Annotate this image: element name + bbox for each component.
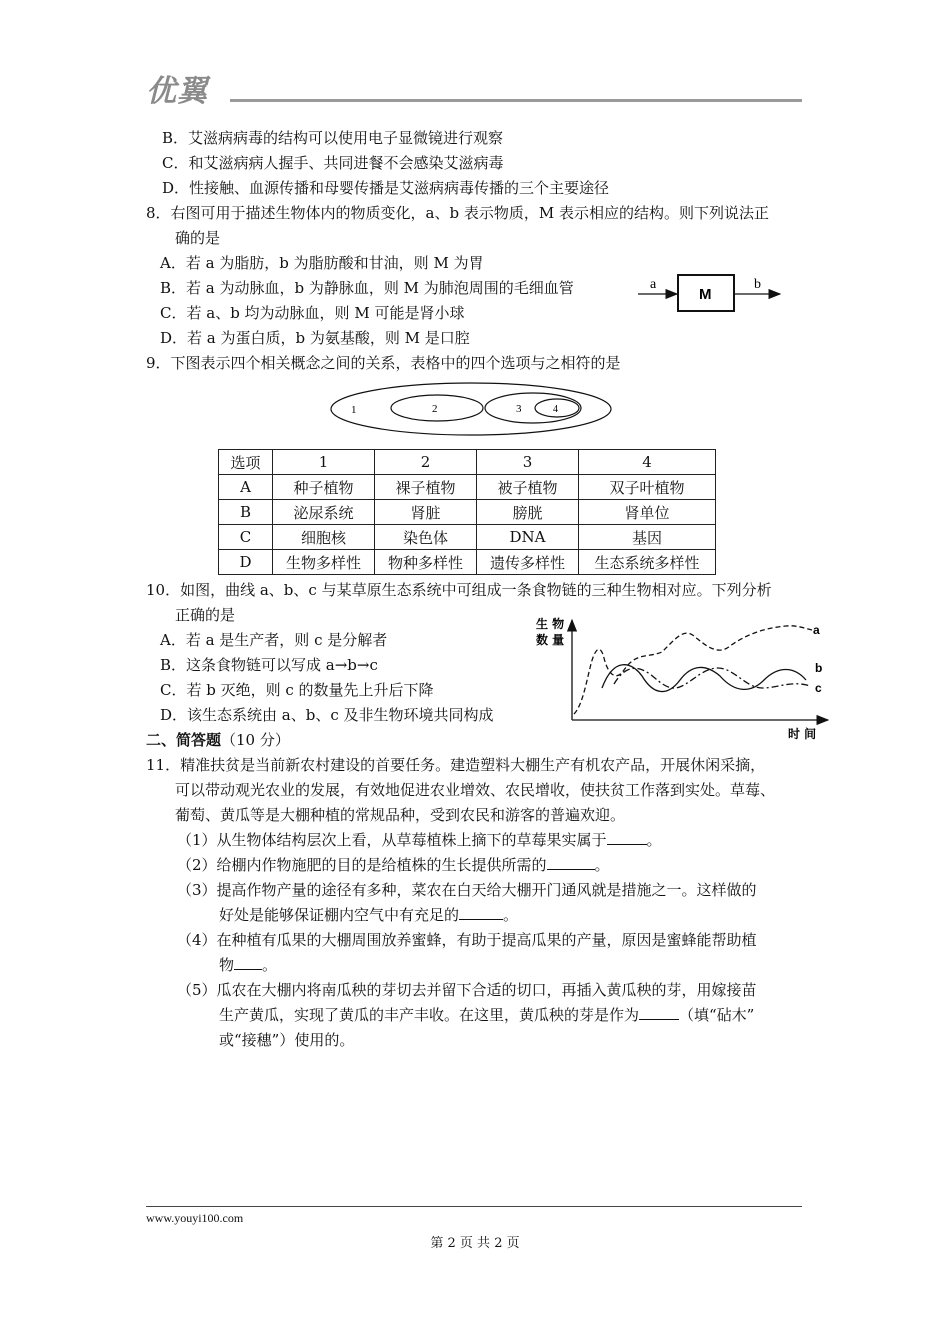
q10-stem-cont: 正确的是 [175, 606, 236, 624]
q11-part-1 [177, 830, 662, 850]
section-heading [146, 730, 290, 750]
table-cell: 裸子植物 [375, 475, 477, 500]
table-cell: 染色体 [375, 525, 477, 550]
table-cell: 种子植物 [273, 475, 375, 500]
series-b-label: b [815, 661, 823, 675]
q11-part-4-cont [219, 955, 277, 975]
table-header: 选项 [219, 450, 273, 475]
q10-option-c: C．若 b 灭绝，则 c 的数量先上升后下降 [160, 681, 434, 699]
q11-part-4-text: 物 [219, 956, 235, 974]
q8-stem: 8．右图可用于描述生物体内的物质变化，a、b 表示物质，M 表示相应的结构。则下列说法正 [146, 204, 769, 222]
q7-option-b: B．艾滋病病毒的结构可以使用电子显微镜进行观察 [162, 129, 504, 147]
logo: 优翼 [146, 74, 208, 109]
q11-part-5-hint: （填“砧木” [679, 1006, 755, 1024]
series-c-label: c [815, 681, 822, 695]
ellipse-2-label: 2 [432, 403, 438, 415]
table-row [219, 475, 716, 500]
table-cell: D [219, 550, 273, 575]
table-cell: A [219, 475, 273, 500]
table-cell: 基因 [579, 525, 716, 550]
q9-venn-diagram [328, 380, 618, 440]
q8-option-d: D．若 a 为蛋白质，b 为氨基酸，则 M 是口腔 [160, 329, 470, 347]
q8-option-c: C．若 a、b 均为动脉血，则 M 可能是肾小球 [160, 304, 465, 322]
q11-part-3-text: 好处是能够保证棚内空气中有充足的 [219, 906, 460, 924]
q11-part-5-end: 或“接穗”）使用的。 [219, 1031, 355, 1049]
table-header: 2 [375, 450, 477, 475]
q10-option-b: B．这条食物链可以写成 a→b→c [160, 656, 378, 674]
section-title: 二、简答题 [146, 731, 222, 749]
series-a-line [574, 626, 812, 714]
table-cell: 泌尿系统 [273, 500, 375, 525]
q11-part-3-cont [219, 905, 518, 925]
q11-stem: 11．精准扶贫是当前新农村建设的首要任务。建造塑料大棚生产有机农产品，开展休闲采摘， [146, 756, 766, 774]
q8-diagram [630, 266, 790, 318]
table-cell: 被子植物 [477, 475, 579, 500]
q7-option-c: C．和艾滋病病人握手、共同进餐不会感染艾滋病毒 [162, 154, 504, 172]
table-cell: 细胞核 [273, 525, 375, 550]
table-cell: 肾单位 [579, 500, 716, 525]
x-axis-label: 时 间 [788, 727, 817, 741]
table-cell: DNA [477, 525, 579, 550]
q8-option-a: A．若 a 为脂肪，b 为脂肪酸和甘油，则 M 为胃 [160, 254, 484, 272]
table-cell: 膀胱 [477, 500, 579, 525]
answer-blank[interactable] [607, 830, 647, 845]
ellipse-1 [331, 383, 611, 435]
footer-rule [146, 1206, 802, 1207]
table-row [219, 550, 716, 575]
answer-blank[interactable] [547, 855, 595, 870]
y-axis-label-bottom: 数 量 [536, 633, 565, 647]
q11-part-5: （5）瓜农在大棚内将南瓜秧的芽切去并留下合适的切口，再插入黄瓜秧的芽，用嫁接苗 [177, 981, 757, 999]
q11-part-3-end: 。 [503, 906, 519, 924]
q11-stem-line3: 葡萄、黄瓜等是大棚种植的常规品种，受到农民和游客的普遍欢迎。 [175, 806, 626, 824]
q11-part-2-end: 。 [594, 856, 610, 874]
q9-stem: 9．下图表示四个相关概念之间的关系，表格中的四个选项与之相符的是 [146, 354, 621, 372]
table-header-row [219, 450, 716, 475]
table-cell: 肾脏 [375, 500, 477, 525]
q11-part-2 [177, 855, 610, 875]
section-points: （10 分） [221, 731, 290, 749]
q11-part-5-cont [219, 1005, 754, 1025]
q11-part-2-text: （2）给棚内作物施肥的目的是给植株的生长提供所需的 [177, 856, 547, 874]
table-header: 3 [477, 450, 579, 475]
q11-part-1-end: 。 [646, 831, 662, 849]
q8-stem-cont: 确的是 [175, 229, 221, 247]
table-cell: C [219, 525, 273, 550]
page-number: 第 2 页 共 2 页 [430, 1236, 520, 1251]
table-header: 4 [579, 450, 716, 475]
q11-stem-line2: 可以带动观光农业的发展，有效地促进农业增效、农民增收，使扶贫工作落到实处。草莓、 [175, 781, 776, 799]
q9-options-table [218, 449, 716, 575]
ellipse-1-label: 1 [351, 404, 357, 416]
y-axis-label-top: 生 物 [536, 617, 565, 631]
q11-part-1-text: （1）从生物体结构层次上看，从草莓植株上摘下的草莓果实属于 [177, 831, 607, 849]
ellipse-3-label: 3 [516, 403, 522, 415]
table-cell: 双子叶植物 [579, 475, 716, 500]
table-cell: 生物多样性 [273, 550, 375, 575]
q7-option-d: D．性接触、血源传播和母婴传播是艾滋病病毒传播的三个主要途径 [162, 179, 610, 197]
q11-part-4: （4）在种植有瓜果的大棚周围放养蜜蜂，有助于提高瓜果的产量，原因是蜜蜂能帮助植 [177, 931, 757, 949]
table-cell: 物种多样性 [375, 550, 477, 575]
q10-stem: 10．如图，曲线 a、b、c 与某草原生态系统中可组成一条食物链的三种生物相对应。下列分析 [146, 581, 772, 599]
q11-part-3: （3）提高作物产量的途径有多种，菜农在白天给大棚开门通风就是措施之一。这样做的 [177, 881, 757, 899]
q11-part-4-end: 。 [262, 956, 278, 974]
label-m: M [699, 286, 712, 303]
q10-option-a: A．若 a 是生产者，则 c 是分解者 [160, 631, 388, 649]
ellipse-3 [485, 393, 581, 423]
label-b: b [754, 277, 761, 292]
table-row [219, 525, 716, 550]
table-header: 1 [273, 450, 375, 475]
q11-part-5-text: 生产黄瓜，实现了黄瓜的丰产丰收。在这里，黄瓜秧的芽是作为 [219, 1006, 640, 1024]
answer-blank[interactable] [459, 905, 503, 920]
q10-option-d: D．该生态系统由 a、b、c 及非生物环境共同构成 [160, 706, 494, 724]
q10-population-chart [530, 614, 830, 744]
answer-blank[interactable] [234, 955, 262, 970]
table-cell: 生态系统多样性 [579, 550, 716, 575]
answer-blank[interactable] [639, 1005, 679, 1020]
label-a: a [650, 277, 657, 292]
table-cell: B [219, 500, 273, 525]
header-rule [230, 99, 802, 102]
table-row [219, 500, 716, 525]
ellipse-4-label: 4 [553, 404, 558, 415]
series-a-label: a [813, 623, 820, 637]
table-cell: 遗传多样性 [477, 550, 579, 575]
footer-url: www.youyi100.com [146, 1211, 244, 1225]
q8-option-b: B．若 a 为动脉血，b 为静脉血，则 M 为肺泡周围的毛细血管 [160, 279, 574, 297]
